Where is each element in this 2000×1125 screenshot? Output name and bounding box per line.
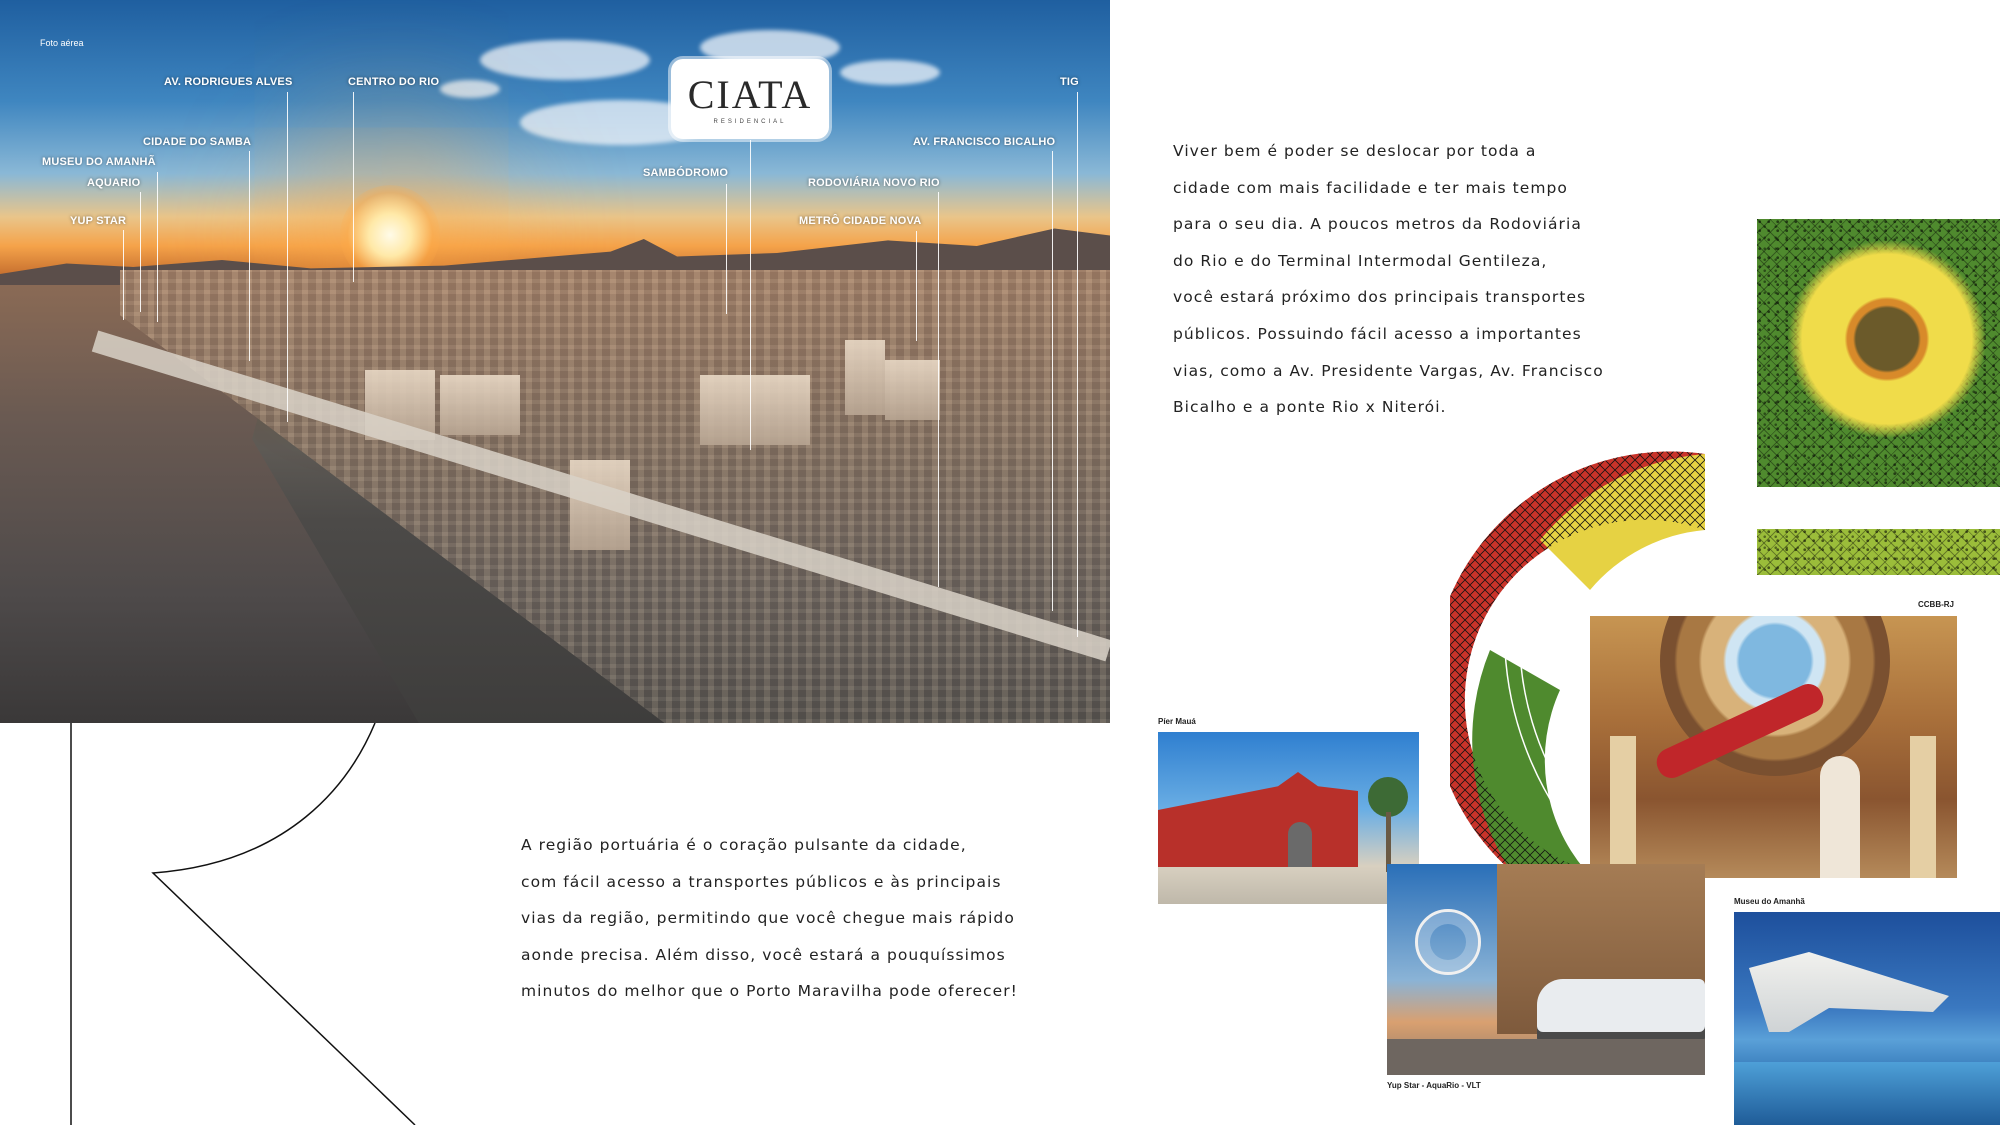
pin-label-tig: TIG — [1060, 76, 1079, 88]
region-line: vias da região, permitindo que você chegue mais rápido — [521, 909, 1015, 928]
building — [885, 360, 940, 420]
decorative-letter-outline — [0, 723, 430, 1125]
column — [1910, 736, 1936, 878]
pin-line — [157, 172, 158, 322]
pin-label-aquario: AQUARIO — [87, 177, 141, 189]
cloud — [840, 60, 940, 85]
caption-yup-star: Yup Star - AquaRio - VLT — [1387, 1081, 1481, 1090]
pin-label-av-francisco-bicalho: AV. FRANCISCO BICALHO — [913, 136, 1056, 148]
pin-label-cidade-do-samba: CIDADE DO SAMBA — [143, 136, 252, 148]
palm-trunk — [1386, 812, 1391, 872]
pin-label-av-rodrigues-alves: AV. RODRIGUES ALVES — [164, 76, 293, 88]
pin-line — [1077, 92, 1078, 637]
pin-line — [916, 231, 917, 341]
pin-label-centro-do-rio: CENTRO DO RIO — [348, 76, 440, 88]
pin-line — [287, 92, 288, 422]
intro-line: vias, como a Av. Presidente Vargas, Av. Francisco — [1173, 361, 1604, 380]
region-line: A região portuária é o coração pulsante da cidade, — [521, 836, 967, 854]
building — [440, 375, 520, 435]
pin-line — [353, 92, 354, 282]
pin-label-metro-cidade-nova: METRÔ CIDADE NOVA — [799, 215, 922, 227]
logo-subtitle: RESIDENCIAL — [713, 119, 787, 125]
street — [1387, 1039, 1705, 1075]
photo-museu-do-amanha — [1734, 912, 2000, 1125]
logo-brand: CIATA — [687, 72, 813, 117]
column — [1610, 736, 1636, 878]
aerial-photo — [0, 0, 1110, 723]
photo-note: Foto aérea — [40, 38, 84, 48]
sunflower-petals — [1787, 239, 1987, 439]
vlt-tram — [1537, 979, 1705, 1044]
photo-pier-maua — [1158, 732, 1419, 904]
palm-tree — [1368, 777, 1408, 817]
warehouse-door — [1288, 822, 1312, 867]
pin-line — [140, 192, 141, 312]
region-line: com fácil acesso a transportes públicos e às principais — [521, 872, 1002, 891]
pin-label-rodoviaria-novo-rio: RODOVIÁRIA NOVO RIO — [808, 177, 940, 189]
cloud — [480, 40, 650, 80]
museum-structure — [1749, 952, 1949, 1032]
pin-line — [249, 151, 250, 361]
intro-line: para o seu dia. A poucos metros da Rodoviária — [1173, 215, 1582, 234]
region-paragraph — [521, 827, 1018, 1010]
intro-line: cidade com mais facilidade e ter mais tempo — [1173, 178, 1568, 197]
sunflower-mosaic — [1757, 219, 2000, 487]
pin-line — [726, 184, 727, 314]
region-line: aonde precisa. Além disso, você estará a pouquíssimos — [521, 945, 1006, 964]
cloud — [440, 80, 500, 98]
pin-line — [750, 140, 751, 450]
statue — [1820, 756, 1860, 878]
intro-line: públicos. Possuindo fácil acesso a importantes — [1173, 324, 1582, 343]
caption-museu-do-amanha: Museu do Amanhã — [1734, 897, 1805, 906]
intro-line: Bicalho e a ponte Rio x Niterói. — [1173, 398, 1447, 417]
building — [845, 340, 885, 415]
pin-label-yup-star: YUP STAR — [70, 215, 127, 227]
ferris-wheel — [1415, 909, 1481, 975]
intro-line: você estará próximo dos principais transportes — [1173, 288, 1587, 307]
warehouse — [1158, 772, 1358, 867]
photo-yup-star-aquario-vlt — [1387, 864, 1705, 1075]
pin-line — [938, 192, 939, 587]
intro-paragraph — [1173, 133, 1604, 426]
caption-ccbb: CCBB-RJ — [1918, 600, 1954, 609]
region-line: minutos do melhor que o Porto Maravilha pode oferecer! — [521, 982, 1018, 1001]
pin-label-sambodromo: SAMBÓDROMO — [643, 167, 729, 179]
pin-line — [1052, 151, 1053, 611]
photo-ccbb-rj — [1590, 616, 1957, 878]
reflection-pool — [1734, 1062, 2000, 1125]
intro-line: Viver bem é poder se deslocar por toda a — [1173, 142, 1537, 160]
intro-line: do Rio e do Terminal Intermodal Gentileza, — [1173, 251, 1548, 270]
building — [700, 375, 810, 445]
pin-line — [123, 230, 124, 320]
ciata-logo — [671, 59, 829, 139]
pin-label-museu-do-amanha: MUSEU DO AMANHÃ — [42, 156, 156, 168]
caption-pier-maua: Píer Mauá — [1158, 717, 1196, 726]
